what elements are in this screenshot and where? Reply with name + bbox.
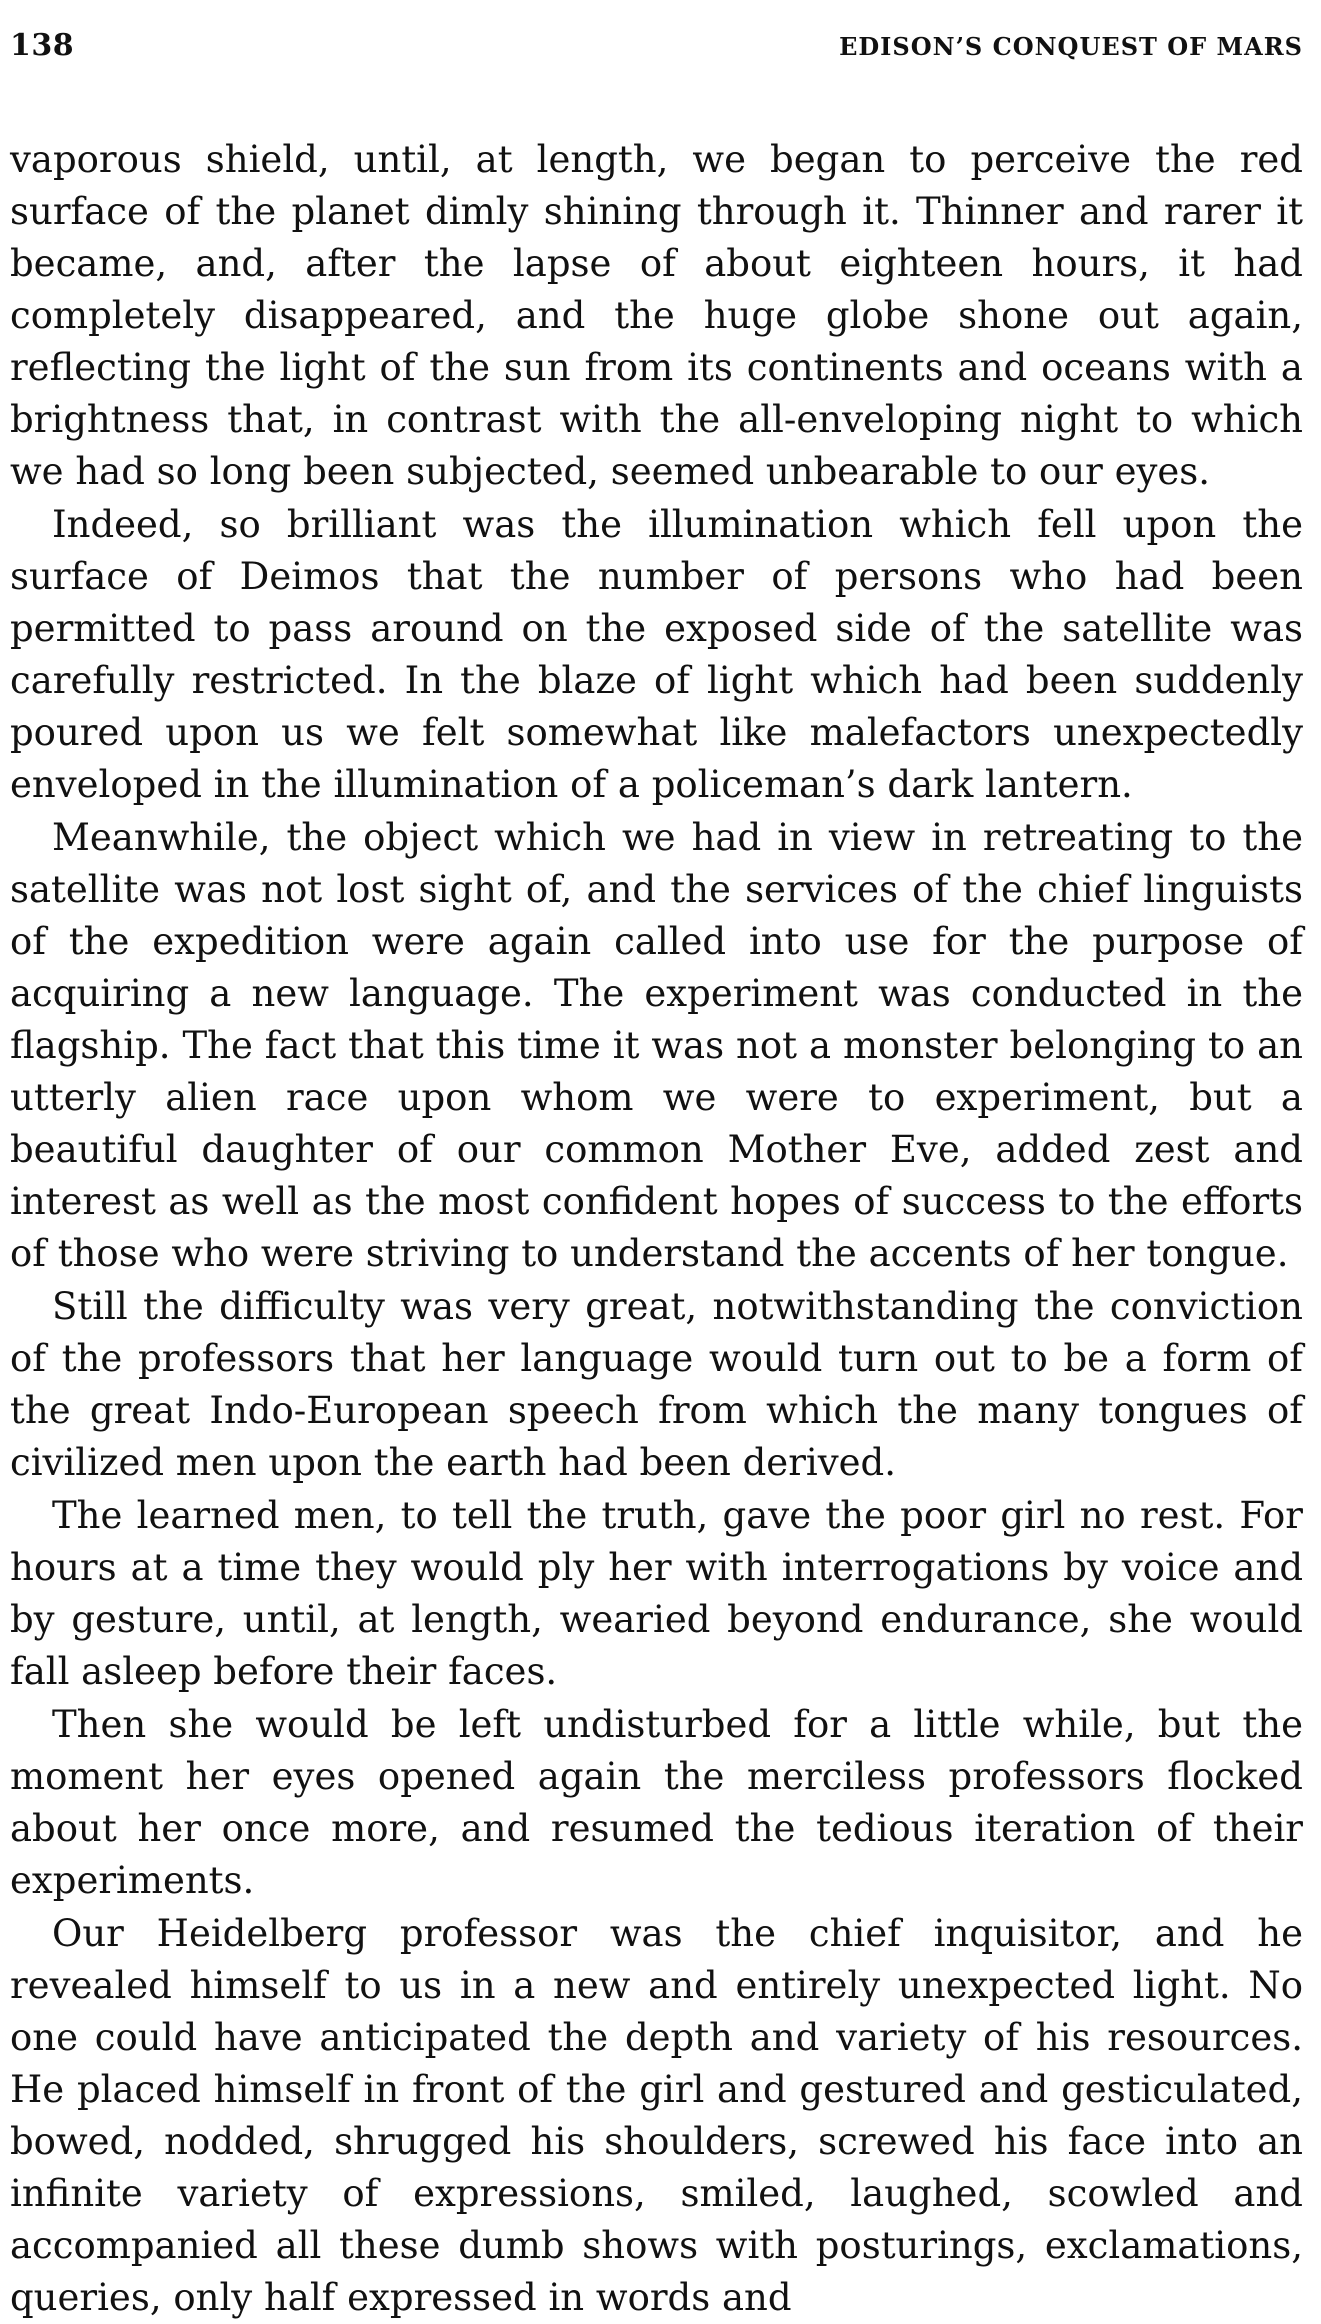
running-head [10, 28, 1303, 84]
paragraph: vaporous shield, until, at length, we began to perceive the red surface of the planet dimly shining through it. Thinner and rarer it became, and, after the lapse of about eighteen hours, it had completely disappeared, and the huge globe shone out again, reflecting the light of the sun from its continents and oceans with a brightness that, in contrast with the all-enveloping night to which we had so long been subjected, seemed unbearable to our eyes. [10, 138, 1303, 493]
body-text [10, 134, 1303, 2324]
paragraph: Our Heidelberg professor was the chief inquisitor, and he revealed himself to us in a new and entirely unexpected light. No one could have anticipated the depth and variety of his resources. He placed himself in front of the girl and gestured and gesticulated, bowed, nodded, shrugged his shoulders, screwed his face into an infinite variety of expressions, smiled, laughed, scowled and accompanied all these dumb shows with posturings, exclamations, queries, only half expressed in words and [10, 1912, 1303, 2319]
paragraph: Still the difficulty was very great, notwithstanding the conviction of the professors that her language would turn out to be a form of the great Indo-European speech from which the many tongues of civilized men upon the earth had been derived. [10, 1285, 1303, 1484]
paragraph: Meanwhile, the object which we had in view in retreating to the satellite was not lost sight of, and the services of the chief linguists of the expedition were again called into use for the purpose of acquiring a new language. The experiment was conducted in the flagship. The fact that this time it was not a monster belonging to an utterly alien race upon whom we were to experiment, but a beautiful daughter of our common Mother Eve, added zest and interest as well as the most confident hopes of success to the efforts of those who were striving to understand the accents of her tongue. [10, 816, 1303, 1275]
running-title: EDISON’S CONQUEST OF MARS [839, 32, 1303, 61]
paragraph: Then she would be left undisturbed for a little while, but the moment her eyes opened again the merciless professors flocked about her once more, and resumed the tedious iteration of their experiments. [10, 1703, 1303, 1902]
paragraph: Indeed, so brilliant was the illumination which fell upon the surface of Deimos that the number of persons who had been permitted to pass around on the exposed side of the satellite was carefully restricted. In the blaze of light which had been suddenly poured upon us we felt somewhat like malefactors unexpectedly enveloped in the illumination of a policeman’s dark lantern. [10, 503, 1303, 806]
paragraph: The learned men, to tell the truth, gave the poor girl no rest. For hours at a time they would ply her with interrogations by voice and by gesture, until, at length, wearied beyond endurance, she would fall asleep before their faces. [10, 1494, 1303, 1693]
page-number: 138 [10, 28, 75, 63]
